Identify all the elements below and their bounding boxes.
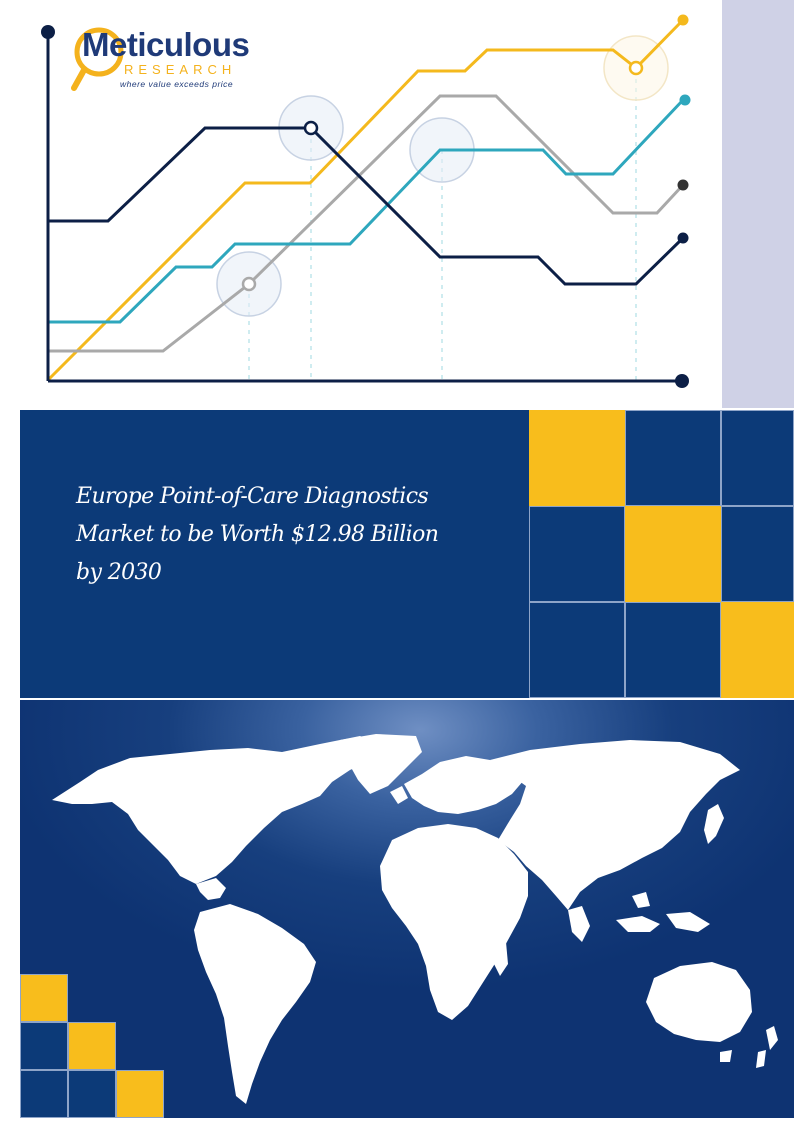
report-title (76, 478, 496, 592)
side-accent-strip (722, 0, 794, 408)
grid-cell-navy (529, 506, 625, 602)
grid-cell-navy (721, 410, 794, 506)
logo-tagline: where value exceeds price (120, 79, 234, 89)
cover-graphic-area (0, 0, 722, 408)
teal-end-dot (680, 95, 691, 106)
corner-cell-navy (68, 1070, 116, 1118)
logo-wordmark: Meticulous (82, 26, 250, 63)
teal-line (48, 100, 683, 322)
grid-cell-navy (625, 410, 721, 506)
title-band (20, 410, 794, 698)
world-map-band (20, 700, 794, 1118)
highlight-circles (217, 36, 668, 316)
marker-ring (630, 62, 642, 74)
logo-subtext: RESEARCH (124, 62, 237, 77)
brand-logo (70, 20, 280, 100)
corner-cell-yellow (116, 1070, 164, 1118)
gray-end-dot (678, 180, 689, 191)
grid-cell-yellow (625, 506, 721, 602)
corner-cell-navy (20, 1022, 68, 1070)
corner-cell-yellow (20, 974, 68, 1022)
grid-cell-navy (529, 602, 625, 698)
title-line-2: Market to be Worth $12.98 Billion (76, 522, 439, 547)
dark-end-dot (678, 233, 689, 244)
axis-end-dot (675, 374, 689, 388)
grid-cell-navy (721, 506, 794, 602)
corner-cell-navy (20, 1070, 68, 1118)
marker-ring (305, 122, 317, 134)
marker-ring (243, 278, 255, 290)
world-map-icon (20, 700, 794, 1118)
gold-end-dot (678, 15, 689, 26)
title-line-3: by 2030 (76, 560, 162, 585)
gray-line (48, 96, 683, 351)
grid-cell-navy (625, 602, 721, 698)
grid-cell-yellow (529, 410, 625, 506)
axis-top-dot (41, 25, 55, 39)
grid-cell-yellow (721, 602, 794, 698)
title-line-1: Europe Point-of-Care Diagnostics (76, 484, 429, 509)
corner-cell-yellow (68, 1022, 116, 1070)
dark-line (48, 128, 683, 284)
